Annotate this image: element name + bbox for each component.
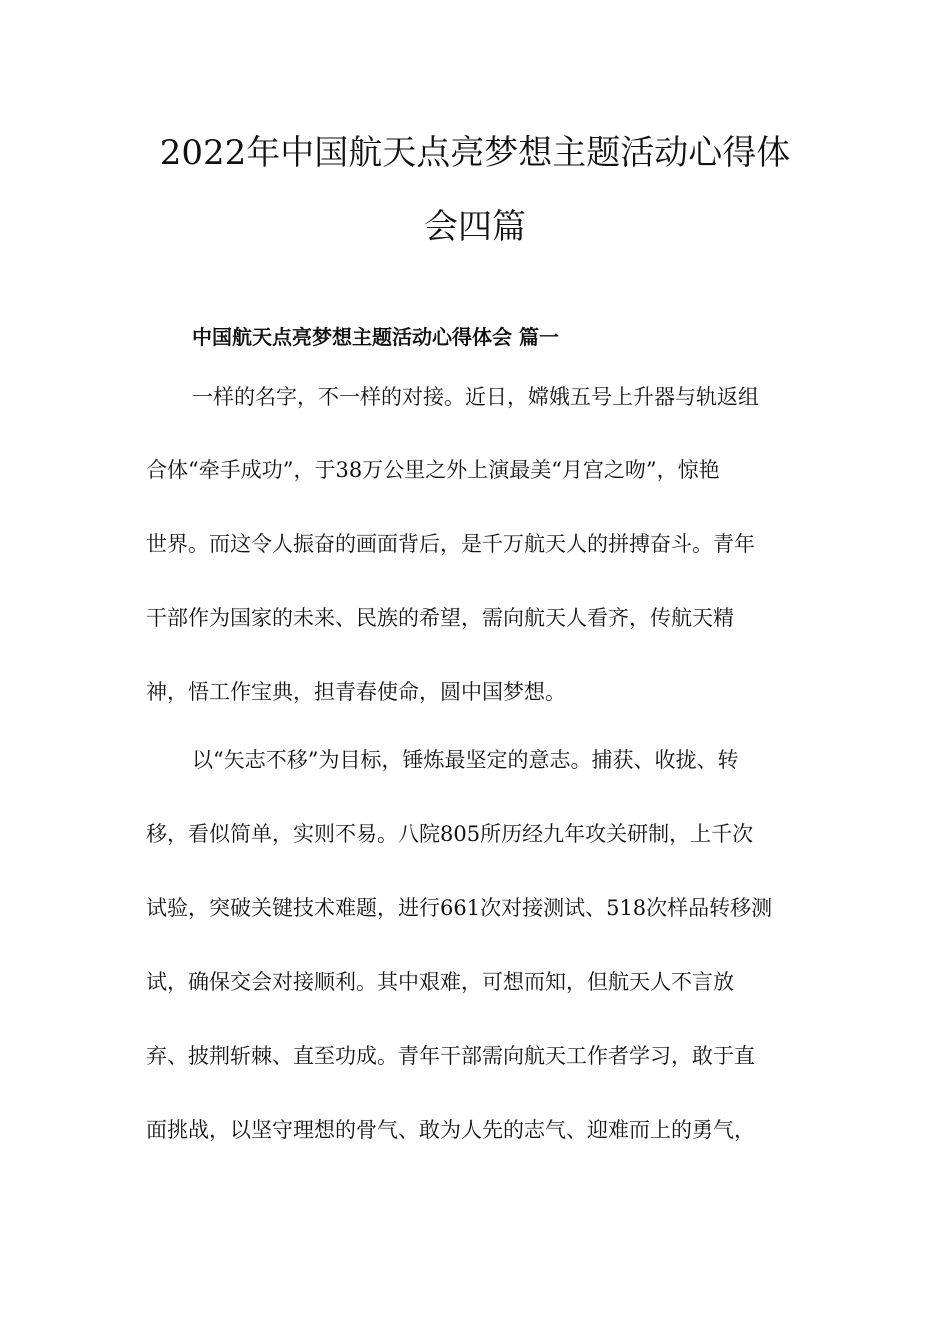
paragraph-line: 以“矢志不移”为目标，锤炼最坚定的意志。捕获、收拢、转 <box>192 748 739 772</box>
paragraph-line: 干部作为国家的未来、民族的希望，需向航天人看齐，传航天精 <box>146 606 734 630</box>
document-title-line-2: 会四篇 <box>424 207 526 247</box>
paragraph-line: 一样的名字，不一样的对接。近日，嫦娥五号上升器与轨返组 <box>192 385 759 409</box>
paragraph-line: 试验，突破关键技术难题，进行661次对接测试、518次样品转移测 <box>146 896 773 920</box>
section-heading: 中国航天点亮梦想主题活动心得体会 篇一 <box>192 325 559 349</box>
paragraph-line: 弃、披荆斩棘、直至功成。青年干部需向航天工作者学习，敢于直 <box>146 1044 755 1068</box>
paragraph-line: 移，看似简单，实则不易。八院805所历经九年攻关研制，上千次 <box>146 822 754 846</box>
paragraph-line: 合体“牵手成功”，于38万公里之外上演最美“月宫之吻”，惊艳 <box>146 458 720 482</box>
paragraph-line: 试，确保交会对接顺利。其中艰难，可想而知，但航天人不言放 <box>146 970 734 994</box>
paragraph-line: 神，悟工作宝典，担青春使命，圆中国梦想。 <box>146 680 566 704</box>
paragraph-line: 面挑战，以坚守理想的骨气、敢为人先的志气、迎难而上的勇气， <box>146 1118 755 1142</box>
document-title-line-1: 2022年中国航天点亮梦想主题活动心得体 <box>159 133 791 173</box>
paragraph-line: 世界。而这令人振奋的画面背后，是千万航天人的拼搏奋斗。青年 <box>146 532 755 556</box>
